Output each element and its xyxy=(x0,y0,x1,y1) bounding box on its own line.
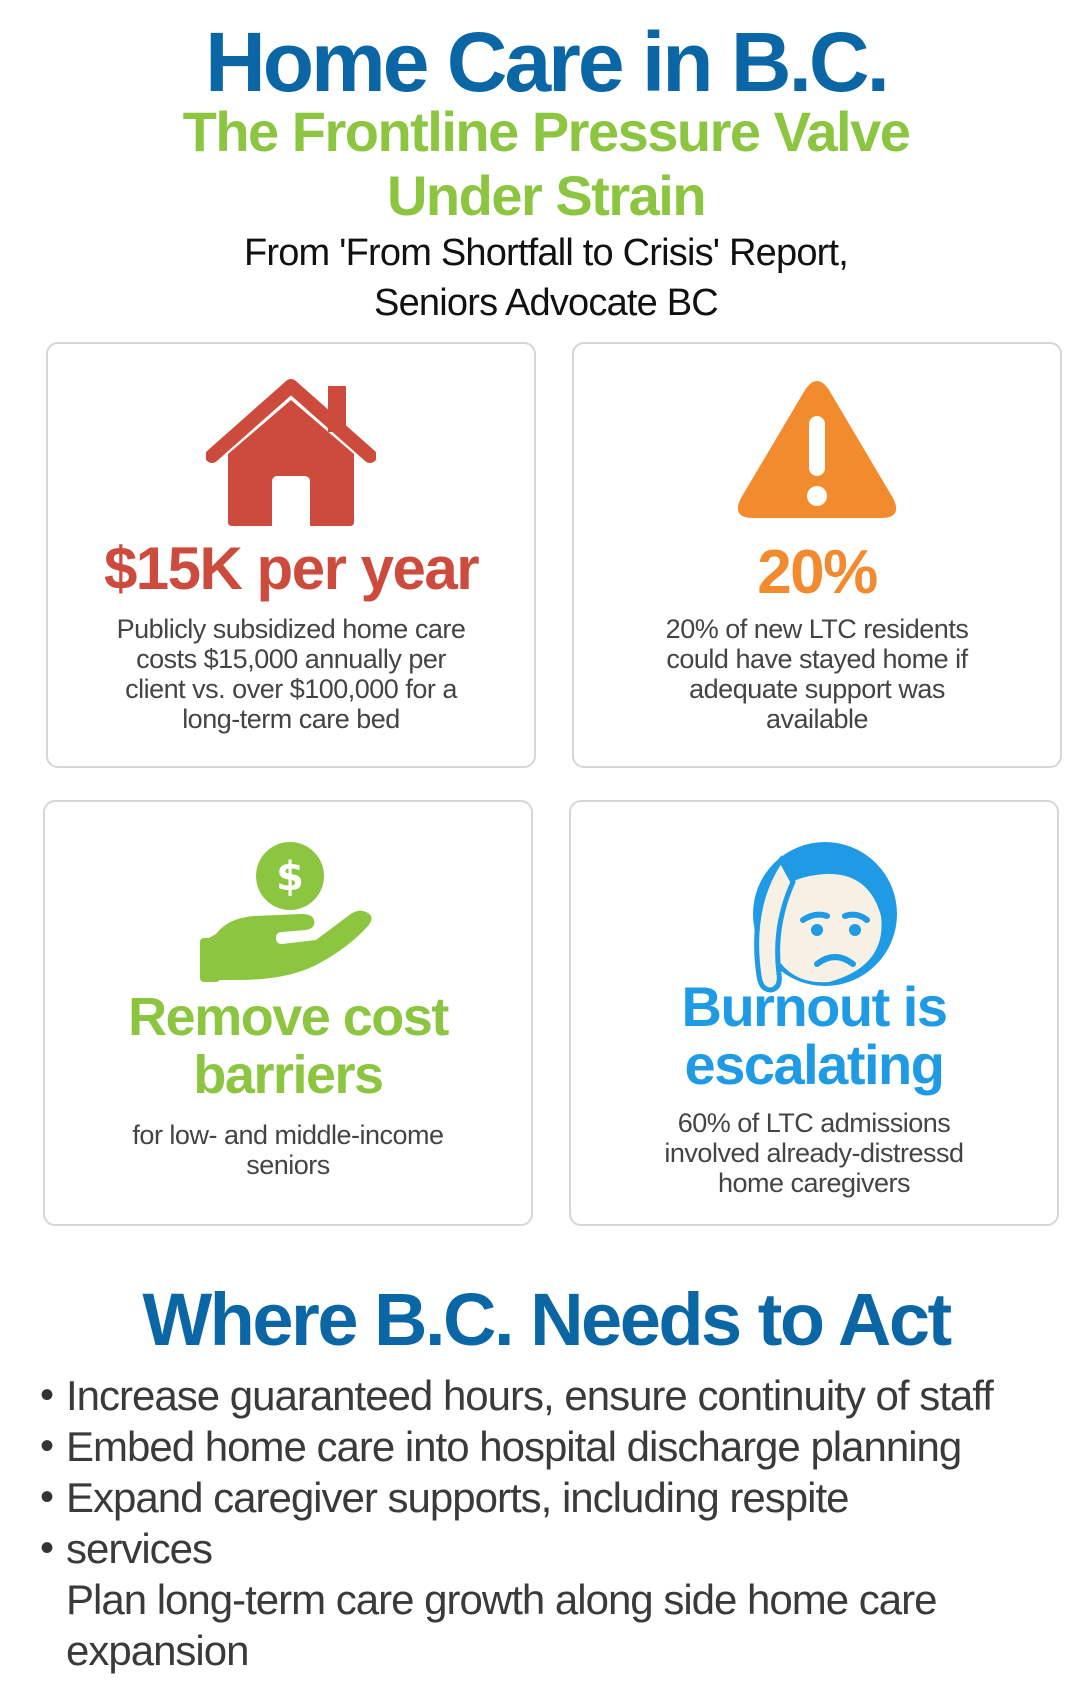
cost-barriers-description: for low- and middle-income seniors xyxy=(132,1120,444,1180)
hand-dollar-icon xyxy=(198,842,378,982)
list-item: • Embed home care into hospital discharge planning xyxy=(40,1423,962,1470)
bullet-icon: • xyxy=(40,1526,54,1570)
bullet-icon: • xyxy=(40,1475,54,1519)
list-item-continuation: Plan long-term care growth along side home care xyxy=(66,1576,937,1623)
cost-stat-card xyxy=(46,342,536,768)
bullet-icon: • xyxy=(40,1424,54,1468)
warning-icon xyxy=(735,376,899,526)
residents-headline: 20% xyxy=(757,538,877,607)
actions-heading: Where B.C. Needs to Act xyxy=(142,1278,950,1361)
residents-stat-card xyxy=(572,342,1062,768)
actions-list xyxy=(36,1370,1076,1676)
list-item: • Expand caregiver supports, including respite xyxy=(40,1474,849,1521)
list-item: • services xyxy=(40,1525,213,1572)
svg-text:$: $ xyxy=(276,854,304,900)
source-line-2: Seniors Advocate BC xyxy=(374,282,718,324)
source-line-1: From 'From Shortfall to Crisis' Report, xyxy=(243,232,849,274)
worried-face-icon xyxy=(729,826,899,996)
bullet-icon: • xyxy=(40,1373,54,1417)
house-icon xyxy=(206,378,376,528)
subtitle-line-2: Under Strain xyxy=(386,164,706,227)
list-item: • Increase guaranteed hours, ensure continuity of staff xyxy=(40,1372,993,1419)
source-credit xyxy=(0,228,1092,328)
subtitle-line-1: The Frontline Pressure Valve xyxy=(182,100,910,163)
cost-headline: $15K per year xyxy=(103,535,479,602)
burnout-headline: Burnout is escalating xyxy=(681,975,947,1096)
page-subtitle xyxy=(0,100,1092,228)
cost-barriers-card xyxy=(43,800,533,1226)
residents-description: 20% of new LTC residents could have stayed home if adequate support was available xyxy=(665,614,969,734)
burnout-description: 60% of LTC admissions involved already-distressd home caregivers xyxy=(664,1108,964,1198)
page-title: Home Care in B.C. xyxy=(205,15,887,109)
list-item-continuation: expansion xyxy=(66,1627,249,1674)
burnout-card xyxy=(569,800,1059,1226)
cost-barriers-headline: Remove cost barriers xyxy=(128,987,448,1105)
cost-description: Publicly subsidized home care costs $15,000 annually per client vs. over $100,000 for a long-term care bed xyxy=(116,614,466,734)
